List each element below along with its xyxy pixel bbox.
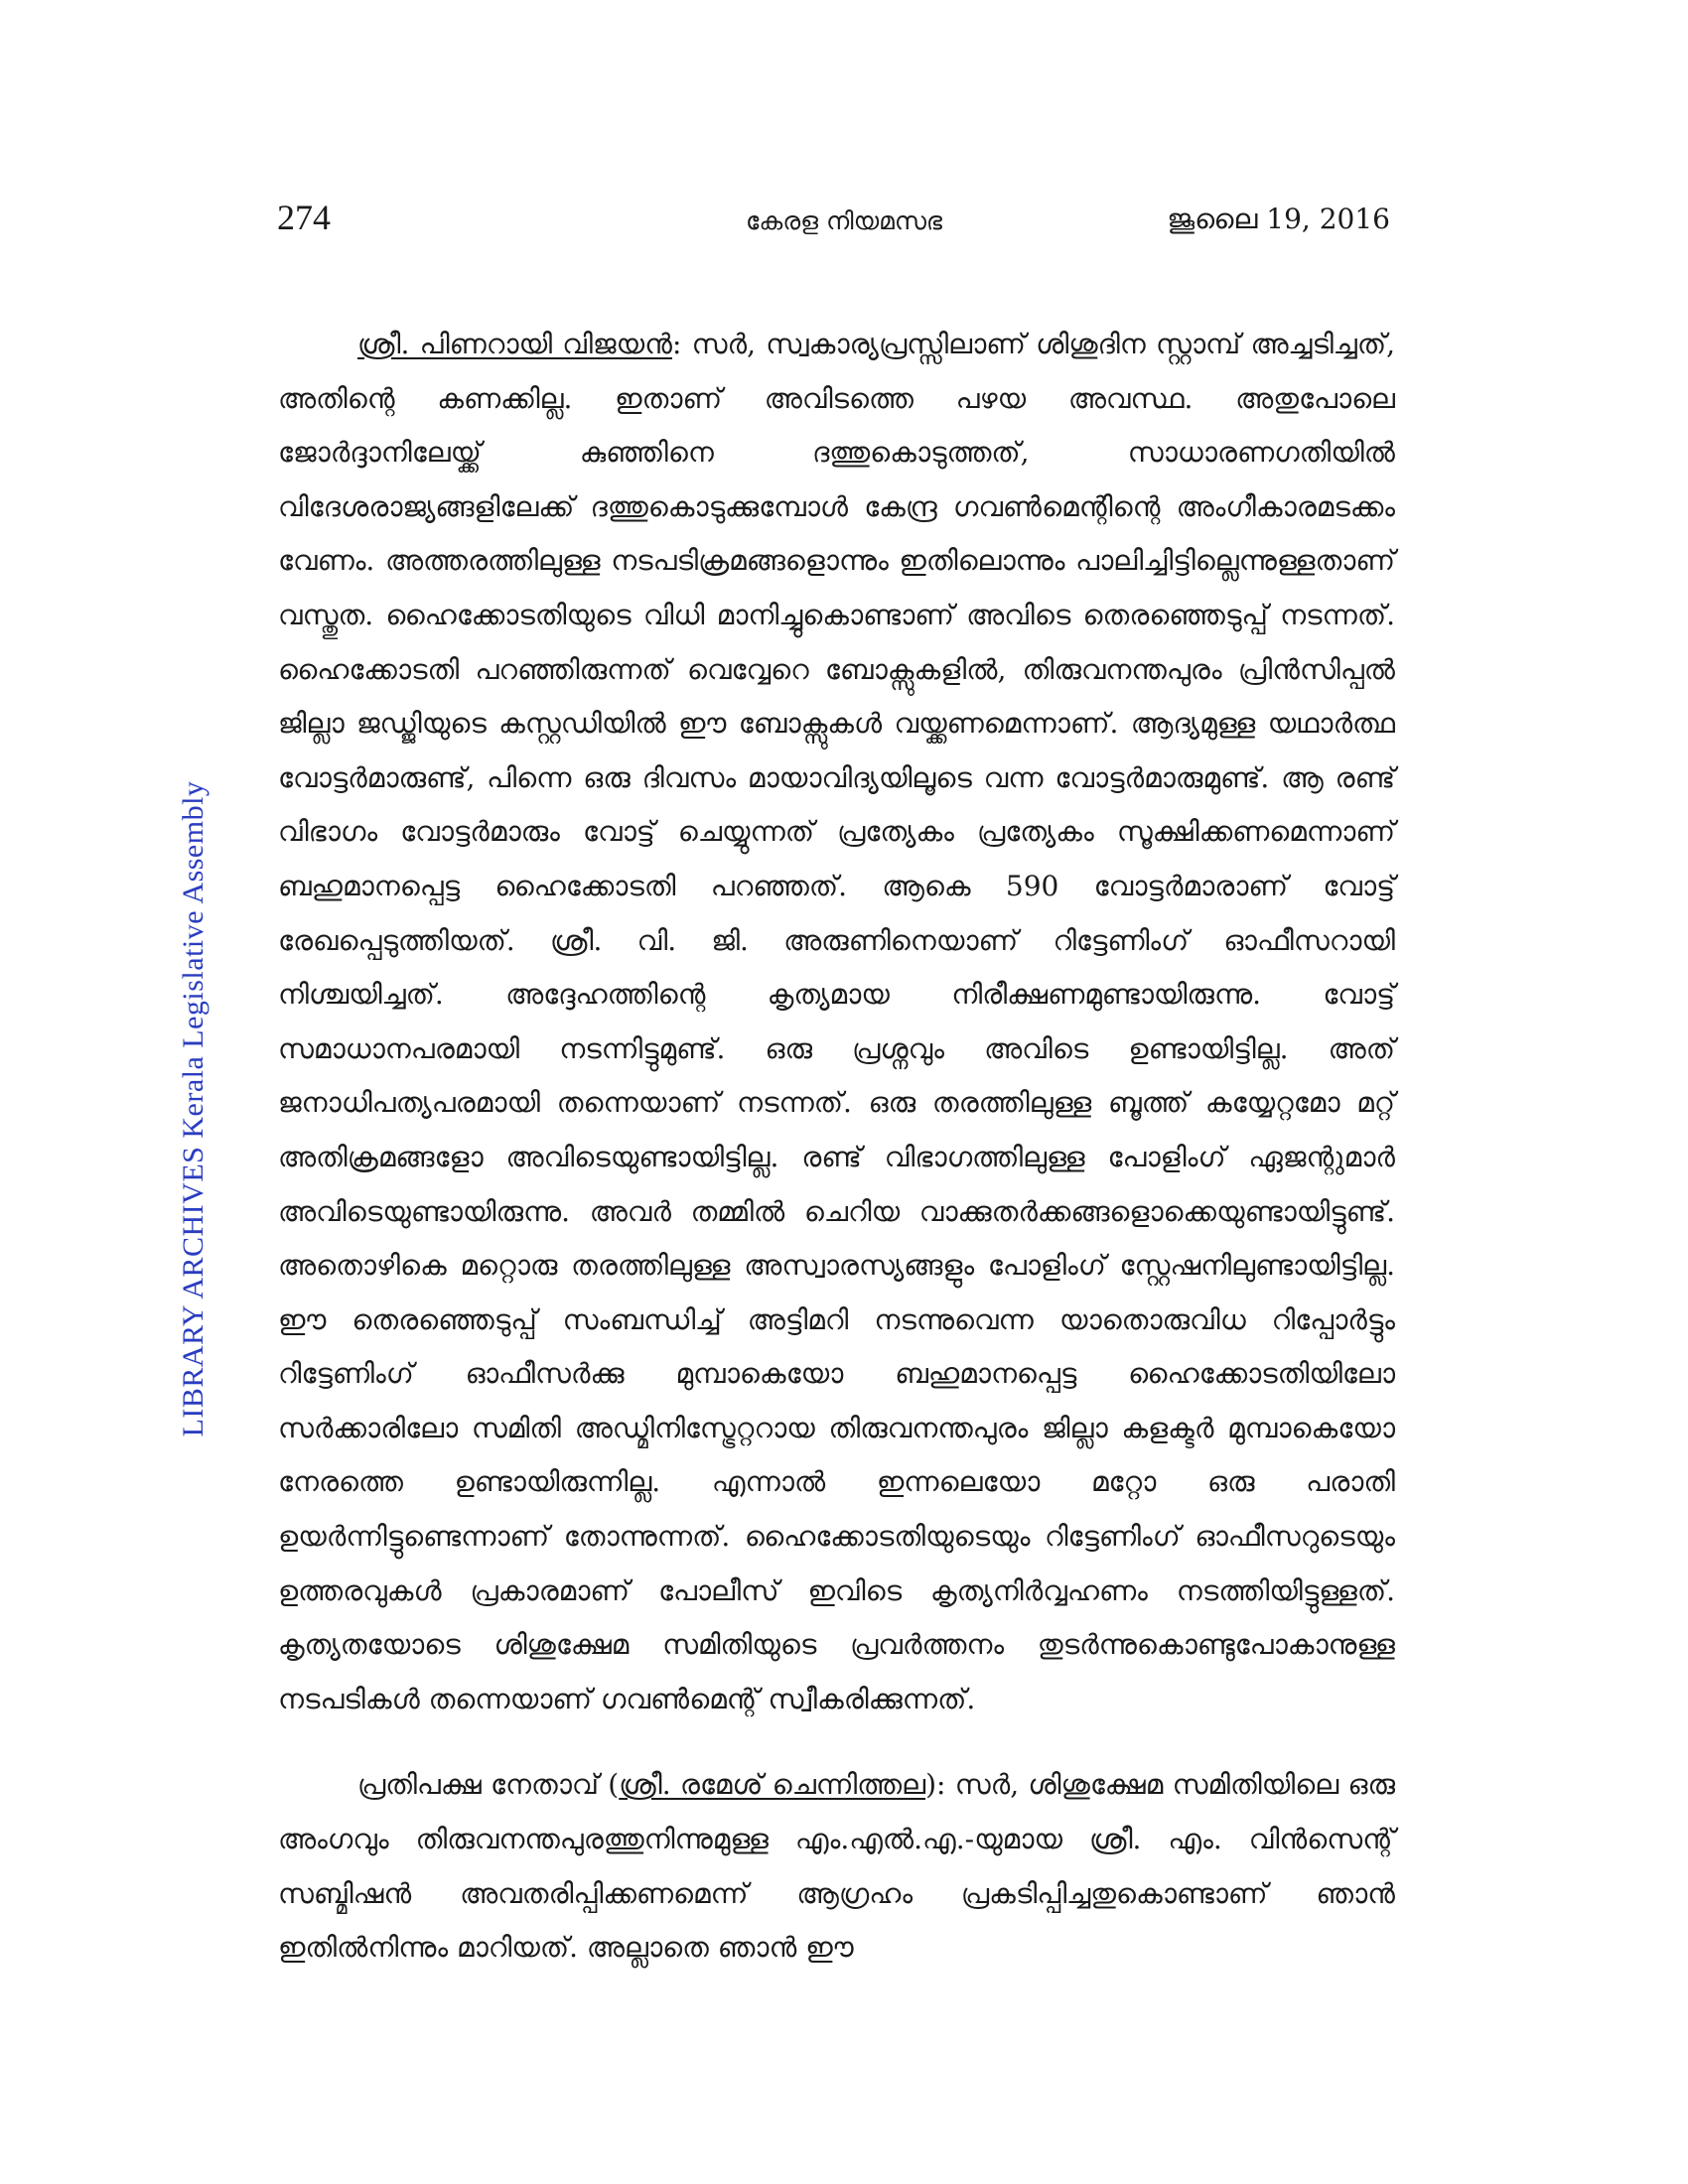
speaker-name: ശ്രീ. പിണറായി വിജയൻ — [357, 328, 672, 360]
speaker-prefix: പ്രതിപക്ഷ നേതാവ് ( — [357, 1768, 620, 1802]
paragraph-text: : സർ, സ്വകാര്യപ്രസ്സിലാണ് ശിശുദിന സ്റ്റാമ്പ് അച്ചടിച്ചത്, അതിന്റെ കണക്കില്ല. ഇതാണ് അവിടത്തെ പഴയ അവസ്ഥ. അതുപോലെ ജോർദ്ദാനിലേയ്ക്ക് കുഞ്ഞിനെ ദത്തുകൊടുത്തത്, സാധാരണഗതിയിൽ വിദേശരാജ്യങ്ങളിലേക്ക് ദത്തുകൊടുക്കുമ്പോൾ കേന്ദ്ര ഗവൺമെന്റിന്റെ അംഗീകാരമടക്കം വേണം. അത്തരത്തിലുള്ള നടപടിക്രമങ്ങളൊന്നും ഇതിലൊന്നും പാലിച്ചിട്ടില്ലെന്നുള്ളതാണ് വസ്തുത. ഹൈക്കോടതിയുടെ വിധി മാനിച്ചുകൊണ്ടാണ് അവിടെ തെരഞ്ഞെടുപ്പ് നടന്നത്. ഹൈക്കോടതി പറഞ്ഞിരുന്നത് വെവ്വേറെ ബോക്സുകളിൽ, തിരുവനന്തപുരം പ്രിൻസിപ്പൽ ജില്ലാ ജഡ്ജിയുടെ കസ്റ്റഡിയിൽ ഈ ബോക്സുകൾ വയ്ക്കണമെന്നാണ്. ആദ്യമുള്ള യഥാർത്ഥ വോട്ടർമാരുണ്ട്, പിന്നെ ഒരു ദിവസം മായാവിദ്യയിലൂടെ വന്ന വോട്ടർമാരുമുണ്ട്. ആ രണ്ട് വിഭാഗം വോട്ടർമാരും വോട്ട് ചെയ്യുന്നത് പ്രത്യേകം പ്രത്യേകം സൂക്ഷിക്കണമെന്നാണ് ബഹുമാനപ്പെട്ട ഹൈക്കോടതി പറഞ്ഞത്. ആകെ 590 വോട്ടർമാരാണ് വോട്ട് രേഖപ്പെടുത്തിയത്. ശ്രീ. വി. ജി. അരുണിനെയാണ് റിട്ടേണിംഗ് ഓഫീസറായി നിശ്ചയിച്ചത്. അദ്ദേഹത്തിന്റെ കൃത്യമായ നിരീക്ഷണമുണ്ടായിരുന്നു. വോട്ട് സമാധാനപരമായി നടന്നിട്ടുമുണ്ട്. ഒരു പ്രശ്നവും അവിടെ ഉണ്ടായിട്ടില്ല. അത് ജനാധിപത്യപരമായി തന്നെയാണ് നടന്നത്. ഒരു തരത്തിലുള്ള ബൂത്ത് കയ്യേറ്റമോ മറ്റ് അതിക്രമങ്ങളോ അവിടെയുണ്ടായിട്ടില്ല. രണ്ട് വിഭാഗത്തിലുള്ള പോളിംഗ് ഏജന്റുമാർ അവിടെയുണ്ടായിരുന്നു. അവർ തമ്മിൽ ചെറിയ വാക്കുതർക്കങ്ങളൊക്കെയുണ്ടായിട്ടുണ്ട്. അതൊഴികെ മറ്റൊരു തരത്തിലുള്ള അസ്വാരസ്യങ്ങളും പോളിംഗ് സ്റ്റേഷനിലുണ്ടായിട്ടില്ല. ഈ തെരഞ്ഞെടുപ്പ് സംബന്ധിച്ച് അട്ടിമറി നടന്നുവെന്ന യാതൊരുവിധ റിപ്പോർട്ടും റിട്ടേണിംഗ് ഓഫീസർക്കു മുമ്പാകെയോ ബഹുമാനപ്പെട്ട ഹൈക്കോടതിയിലോ സർക്കാരിലോ സമിതി അഡ്മിനിസ്ട്രേറ്ററായ തിരുവനന്തപുരം ജില്ലാ കളക്ടർ മുമ്പാകെയോ നേരത്തെ ഉണ്ടായിരുന്നില്ല. എന്നാൽ ഇന്നലെയോ മറ്റോ ഒരു പരാതി ഉയർന്നിട്ടുണ്ടെന്നാണ് തോന്നുന്നത്. ഹൈക്കോടതിയുടെയും റിട്ടേണിംഗ് ഓഫീസറുടെയും ഉത്തരവുകൾ പ്രകാരമാണ് പോലീസ് ഇവിടെ കൃത്യനിർവ്വഹണം നടത്തിയിട്ടുള്ളത്. കൃത്യതയോടെ ശിശുക്ഷേമ സമിതിയുടെ പ്രവർത്തനം തുടർന്നുകൊണ്ടുപോകാനുള്ള നടപടികൾ തന്നെയാണ് ഗവൺമെന്റ് സ്വീകരിക്കുന്നത്. — [278, 328, 1395, 1715]
archive-watermark: LIBRARY ARCHIVES Kerala Legislative Assembly — [177, 780, 210, 1437]
proceedings-body — [278, 318, 1395, 1976]
speaker-name: ശ്രീ. രമേശ് ചെന്നിത്തല — [619, 1768, 926, 1802]
running-title: കേരള നിയമസഭ — [746, 206, 942, 235]
paragraph-opposition-leader — [278, 1758, 1395, 1975]
paragraph-text: സർ, ശിശുക്ഷേമ സമിതിയിലെ ഒരു അംഗവും തിരുവനന്തപുരത്തുനിന്നുമുള്ള എം.എൽ.എ.-യുമായ ശ്രീ. എം. വിൻസെന്റ് സബ്മിഷൻ അവതരിപ്പിക്കണമെന്ന് ആഗ്രഹം പ്രകടിപ്പിച്ചതുകൊണ്ടാണ് ഞാൻ ഇതിൽനിന്നും മാറിയത്. അല്ലാതെ ഞാൻ ഈ — [278, 1768, 1395, 1965]
paragraph-pinarayi — [278, 318, 1395, 1726]
page-number: 274 — [277, 198, 331, 237]
page-date: ജൂലൈ 19, 2016 — [1167, 203, 1390, 235]
speaker-suffix: ): — [925, 1768, 946, 1802]
